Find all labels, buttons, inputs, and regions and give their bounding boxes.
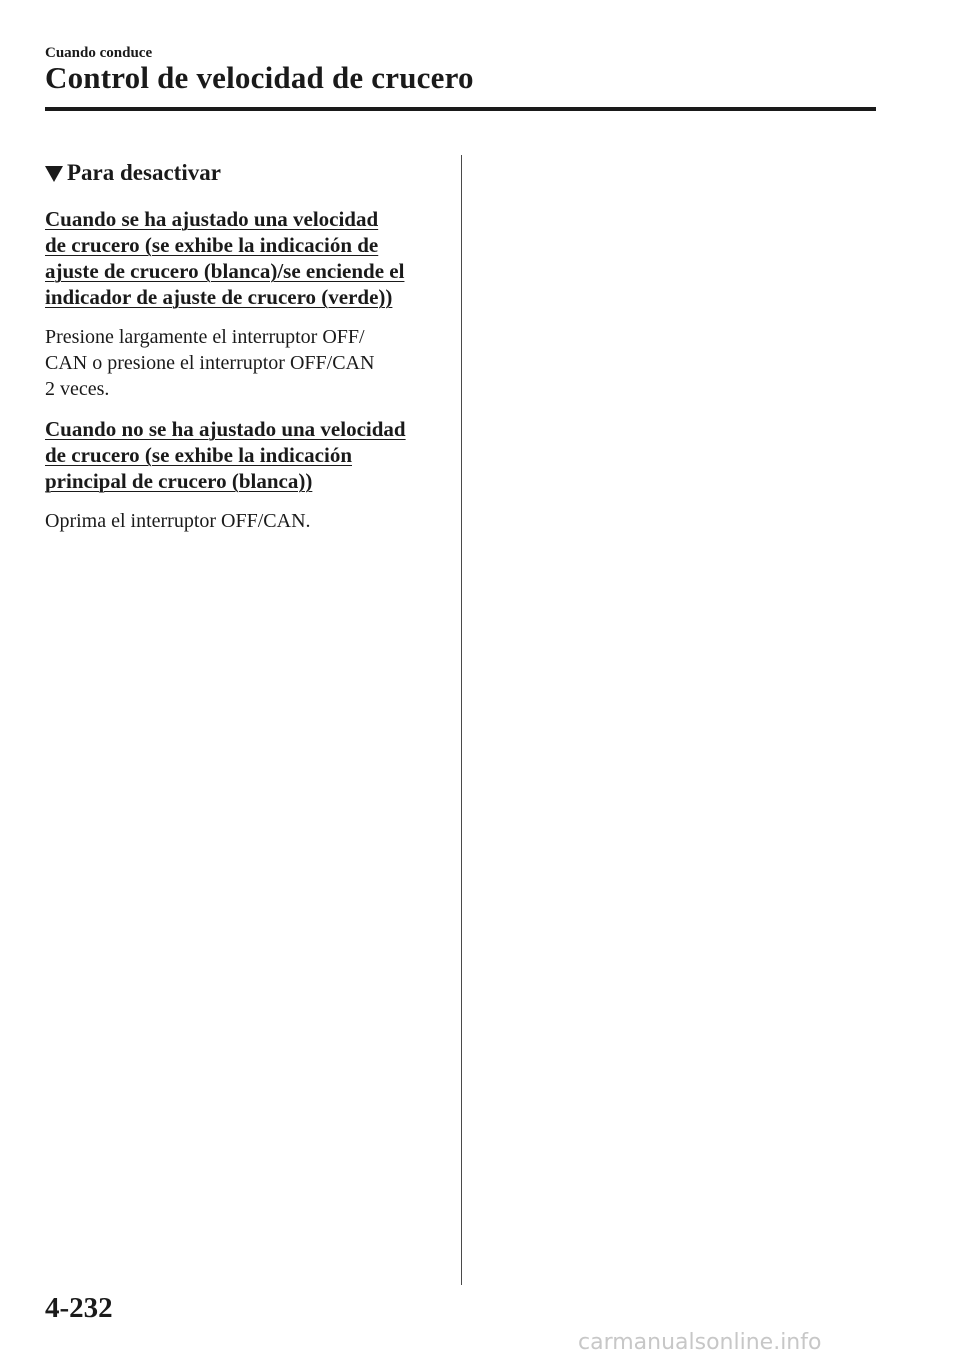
body-line: CAN o presione el interruptor OFF/CAN — [45, 352, 375, 374]
body-line: Oprima el interruptor OFF/CAN. — [45, 510, 311, 532]
running-header: Cuando conduce — [45, 45, 153, 61]
subheading-line: Cuando se ha ajustado una velocidad — [45, 207, 379, 231]
subheading-line: principal de crucero (blanca)) — [45, 469, 313, 493]
down-triangle-icon — [45, 166, 63, 182]
subheading-set-speed — [45, 206, 440, 310]
subheading-line: de crucero (se exhibe la indicación — [45, 443, 352, 467]
section-heading-label: Para desactivar — [67, 160, 221, 185]
section-heading — [45, 160, 440, 186]
page-number: 4-232 — [45, 1292, 113, 1324]
subheading-line: ajuste de crucero (blanca)/se enciende el — [45, 259, 405, 283]
left-column — [45, 160, 440, 534]
title-rule — [45, 107, 876, 111]
subheading-line: de crucero (se exhibe la indicación de — [45, 233, 379, 257]
watermark: carmanualsonline.info — [578, 1330, 822, 1355]
subheading-no-speed — [45, 416, 440, 494]
body-paragraph-set-speed — [45, 324, 440, 402]
subheading-line: indicador de ajuste de crucero (verde)) — [45, 285, 393, 309]
body-paragraph-no-speed — [45, 508, 440, 534]
column-divider — [461, 155, 462, 1285]
body-line: 2 veces. — [45, 378, 110, 400]
subheading-line: Cuando no se ha ajustado una velocidad — [45, 417, 406, 441]
page-title: Control de velocidad de crucero — [45, 60, 474, 95]
body-line: Presione largamente el interruptor OFF/ — [45, 326, 365, 348]
